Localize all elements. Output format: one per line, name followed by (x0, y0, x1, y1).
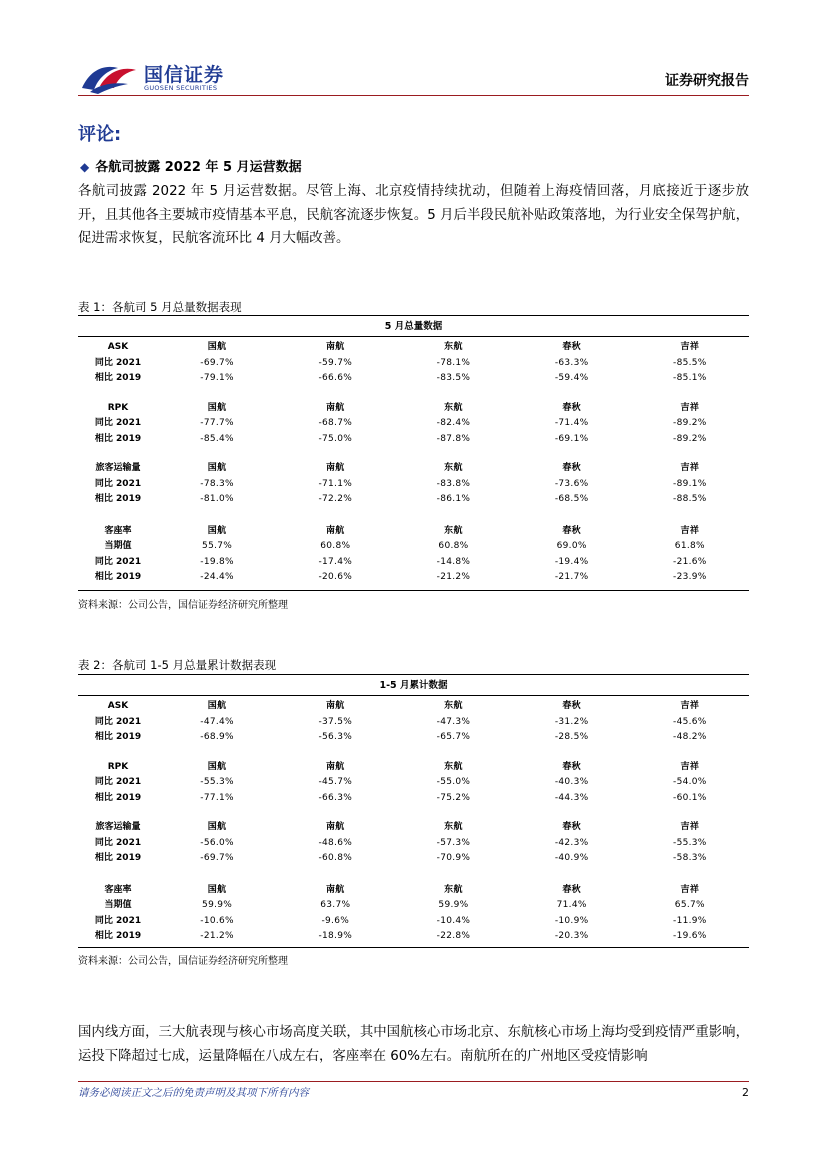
table-cell: -81.0% (200, 494, 234, 504)
table-cell: -60.1% (673, 792, 707, 803)
row-label: 同比 2021 (94, 915, 142, 926)
table-header-row (78, 760, 749, 776)
airline-header: 吉祥 (680, 402, 700, 413)
table-cell: -56.3% (318, 732, 353, 742)
airline-header: 国航 (207, 884, 227, 895)
table-cell: 60.8% (320, 541, 351, 551)
table-cell: -69.7% (200, 853, 234, 863)
table-row (78, 555, 749, 571)
row-label: 相比 2019 (94, 792, 142, 803)
diamond-bullet-icon: ◆ (80, 160, 90, 174)
page-header (0, 0, 827, 100)
table-cell: -19.8% (200, 556, 234, 567)
section-title: 评论: (78, 124, 122, 145)
table-cell: -75.0% (318, 433, 353, 444)
table-cell: -19.4% (554, 556, 589, 567)
airline-header: 国航 (207, 463, 227, 473)
airline-header: 春秋 (562, 402, 581, 413)
airline-header: 吉祥 (680, 884, 700, 895)
bullet-heading-text: 各航司披露 2022 年 5 月运营数据 (95, 160, 302, 175)
table-cell: -19.6% (673, 931, 707, 941)
table-cell: -10.9% (554, 915, 589, 926)
table-cell: -71.1% (318, 478, 353, 489)
table-row (78, 715, 749, 731)
table-cell: 63.7% (320, 900, 351, 910)
table-header-row (78, 401, 749, 417)
table-row (78, 914, 749, 930)
table-cell: -40.9% (554, 853, 589, 863)
airline-header: 国航 (207, 761, 227, 772)
table-cell: 59.9% (438, 900, 469, 910)
table-cell: -9.6% (321, 915, 350, 926)
row-label: 同比 2021 (94, 777, 142, 787)
table2 (78, 674, 749, 948)
table-cell: 55.7% (202, 541, 233, 551)
airline-header: 吉祥 (680, 701, 700, 711)
row-label: 相比 2019 (94, 572, 142, 582)
airline-header: 东航 (444, 525, 463, 536)
airline-header: 国航 (207, 402, 227, 413)
airline-header: 春秋 (562, 342, 581, 352)
table-row (78, 775, 749, 791)
table-row (78, 356, 749, 372)
table-cell: -18.9% (318, 931, 353, 941)
table-cell: -82.4% (436, 418, 471, 428)
table-cell: -20.6% (318, 572, 353, 582)
table-cell: -85.1% (673, 373, 707, 383)
airline-header: 东航 (444, 884, 463, 895)
table-cell: 71.4% (556, 900, 587, 910)
row-label: 相比 2019 (94, 732, 142, 742)
airline-header: 吉祥 (680, 525, 700, 536)
table-cell: -59.4% (554, 373, 589, 383)
table-row (78, 851, 749, 867)
table1-source: 资料来源：公司公告，国信证券经济研究所整理 (78, 600, 288, 611)
table-cell: -66.6% (318, 373, 353, 383)
guosen-logo-icon (78, 58, 140, 94)
metric-label: 旅客运输量 (95, 463, 141, 473)
table-cell: -75.2% (436, 792, 471, 803)
table-cell: 60.8% (438, 541, 469, 551)
table1-block-ask (78, 340, 749, 387)
airline-header: 国航 (207, 822, 227, 832)
table1-block-passengers (78, 461, 749, 508)
row-label: 当期值 (104, 900, 132, 910)
table-cell: -66.3% (318, 792, 353, 803)
report-type-label: 证券研究报告 (665, 73, 749, 89)
table-cell: -45.7% (318, 777, 353, 787)
row-label: 相比 2019 (94, 433, 142, 444)
paragraph-intro: 各航司披露 2022 年 5 月运营数据。尽管上海、北京疫情持续扰动，但随着上海疫情回落，月底接近于逐步放开，且其他各主要城市疫情基本平息，民航客流逐步恢复。5 月后半段民航补贴政策落地，为行业安全保驾护航，促进需求恢复，民航客流环比 4 月大幅改善。 (78, 184, 749, 246)
table-cell: -85.5% (673, 357, 707, 368)
table-cell: -55.3% (673, 837, 707, 848)
table-cell: -58.3% (673, 853, 707, 863)
table-cell: -37.5% (318, 716, 353, 727)
table-cell: -45.6% (673, 716, 707, 727)
airline-header: 春秋 (562, 884, 581, 895)
table-cell: -63.3% (554, 357, 589, 368)
airline-header: 东航 (444, 463, 463, 473)
table-cell: -11.9% (673, 915, 707, 926)
airline-header: 春秋 (562, 822, 581, 832)
table-cell: -83.8% (436, 478, 471, 489)
table-cell: -85.4% (200, 433, 234, 444)
airline-header: 春秋 (562, 525, 581, 536)
row-label: 相比 2019 (94, 494, 142, 504)
table-row (78, 791, 749, 807)
row-label: 相比 2019 (94, 931, 142, 941)
table-cell: -89.2% (673, 418, 707, 428)
table-cell: -14.8% (436, 556, 471, 567)
airline-header: 东航 (444, 822, 463, 832)
row-label: 同比 2021 (94, 478, 142, 489)
airline-header: 东航 (444, 402, 463, 413)
airline-header: 东航 (444, 761, 463, 772)
airline-header: 南航 (325, 463, 345, 473)
table2-block-rpk (78, 760, 749, 807)
table1-title: 5 月总量数据 (78, 316, 749, 337)
table-row (78, 570, 749, 586)
table-cell: -65.7% (436, 732, 471, 742)
table-header-row (78, 340, 749, 356)
table-cell: -70.9% (436, 853, 471, 863)
table-header-row (78, 461, 749, 477)
header-divider (78, 95, 749, 96)
logo-english-name: GUOSEN SECURITIES (144, 84, 218, 92)
table-row (78, 929, 749, 945)
table-cell: -68.5% (554, 494, 589, 504)
airline-header: 南航 (325, 525, 345, 536)
table2-caption: 表 2：各航司 1-5 月总量累计数据表现 (78, 658, 277, 672)
airline-header: 南航 (325, 884, 345, 895)
table-cell: 59.9% (202, 900, 233, 910)
table-cell: -69.7% (200, 357, 234, 368)
company-logo (78, 58, 248, 94)
table2-block-ask (78, 699, 749, 746)
row-label: 相比 2019 (94, 853, 142, 863)
table-cell: -48.2% (673, 732, 707, 742)
table-cell: -71.4% (554, 418, 589, 428)
paragraph-domestic: 国内线方面，三大航表现与核心市场高度关联，其中国航核心市场北京、东航核心市场上海均受到疫情严重影响，运投下降超过七成，运量降幅在八成左右，客座率在 60%左右。南航所在的广州地区受疫情影响 (78, 1025, 749, 1064)
table1 (78, 315, 749, 591)
table1-caption: 表 1：各航司 5 月总量数据表现 (78, 300, 242, 314)
table-cell: 61.8% (674, 541, 705, 551)
airline-header: 春秋 (562, 761, 581, 772)
table-cell: -21.2% (200, 931, 234, 941)
bullet-heading (80, 156, 302, 175)
metric-label: RPK (107, 402, 129, 413)
airline-header: 东航 (444, 701, 463, 711)
table1-block-rpk (78, 401, 749, 448)
table-cell: 65.7% (674, 900, 705, 910)
table-header-row (78, 699, 749, 715)
row-label: 同比 2021 (94, 357, 142, 368)
table-cell: -83.5% (436, 373, 471, 383)
table-cell: -78.1% (436, 357, 471, 368)
metric-label: 旅客运输量 (95, 822, 141, 832)
row-label: 同比 2021 (94, 837, 142, 848)
table-cell: -86.1% (436, 494, 471, 504)
table-cell: -87.8% (436, 433, 471, 444)
airline-header: 国航 (207, 525, 227, 536)
table-cell: -21.7% (554, 572, 589, 582)
table-cell: -77.1% (200, 792, 234, 803)
table-row (78, 730, 749, 746)
table-cell: -47.3% (436, 716, 471, 727)
table-cell: -55.0% (436, 777, 471, 787)
footer-divider (78, 1081, 749, 1082)
table-cell: -78.3% (200, 478, 234, 489)
table-cell: -44.3% (554, 792, 589, 803)
table-cell: -28.5% (554, 732, 589, 742)
table-cell: -22.8% (436, 931, 471, 941)
table-cell: -77.7% (200, 418, 234, 428)
table-cell: -68.7% (318, 418, 353, 428)
table-cell: -10.6% (200, 915, 234, 926)
table-cell: -56.0% (200, 837, 234, 848)
metric-label: 客座率 (104, 884, 132, 895)
table-cell: -48.6% (318, 837, 353, 848)
airline-header: 南航 (325, 402, 345, 413)
table-cell: -42.3% (554, 837, 589, 848)
airline-header: 吉祥 (680, 761, 700, 772)
airline-header: 国航 (207, 342, 227, 352)
table2-block-passengers (78, 820, 749, 867)
table-header-row (78, 524, 749, 540)
table-header-row (78, 883, 749, 899)
airline-header: 春秋 (562, 701, 581, 711)
table-cell: -54.0% (673, 777, 707, 787)
table-cell: -40.3% (554, 777, 589, 787)
airline-header: 南航 (325, 761, 345, 772)
table-cell: -60.8% (318, 853, 353, 863)
table-cell: -17.4% (318, 556, 353, 567)
table-row (78, 539, 749, 555)
table-cell: -55.3% (200, 777, 234, 787)
table-cell: -69.1% (554, 433, 589, 444)
table-cell: -21.6% (673, 556, 707, 567)
row-label: 同比 2021 (94, 716, 142, 727)
table-cell: -24.4% (200, 572, 234, 582)
airline-header: 南航 (325, 342, 345, 352)
footer-disclaimer: 请务必阅读正文之后的免责声明及其项下所有内容 (78, 1087, 309, 1099)
metric-label: ASK (107, 342, 129, 352)
metric-label: 客座率 (104, 525, 132, 536)
table-row (78, 371, 749, 387)
table-cell: -31.2% (554, 716, 589, 727)
table-cell: -72.2% (318, 494, 353, 504)
airline-header: 东航 (444, 342, 463, 352)
table-row (78, 432, 749, 448)
row-label: 相比 2019 (94, 373, 142, 383)
table-row (78, 836, 749, 852)
metric-label: RPK (107, 761, 129, 772)
table2-source: 资料来源：公司公告，国信证券经济研究所整理 (78, 956, 288, 967)
table-cell: -21.2% (436, 572, 471, 582)
logo-chinese-name: 国信证券 (144, 64, 225, 86)
table-cell: -10.4% (436, 915, 471, 926)
table-cell: -88.5% (673, 494, 707, 504)
table-header-row (78, 820, 749, 836)
table2-title: 1-5 月累计数据 (78, 675, 749, 696)
row-label: 同比 2021 (94, 418, 142, 428)
table1-block-load-factor (78, 524, 749, 586)
table-cell: -89.1% (673, 478, 707, 489)
table2-block-load-factor (78, 883, 749, 945)
table-cell: -59.7% (318, 357, 353, 368)
page-number: 2 (742, 1086, 749, 1099)
metric-label: ASK (107, 701, 129, 711)
airline-header: 吉祥 (680, 822, 700, 832)
table-row (78, 477, 749, 493)
airline-header: 国航 (207, 701, 227, 711)
airline-header: 南航 (325, 701, 345, 711)
table-cell: -73.6% (554, 478, 589, 489)
airline-header: 南航 (325, 822, 345, 832)
table-cell: -57.3% (436, 837, 471, 848)
row-label: 同比 2021 (94, 556, 142, 567)
table-cell: -68.9% (200, 732, 234, 742)
row-label: 当期值 (104, 541, 132, 551)
table-cell: -89.2% (673, 433, 707, 444)
airline-header: 春秋 (562, 463, 581, 473)
table-cell: -23.9% (673, 572, 707, 582)
table-row (78, 492, 749, 508)
table-cell: -20.3% (554, 931, 589, 941)
table-cell: 69.0% (556, 541, 587, 551)
table-cell: -47.4% (200, 716, 234, 727)
airline-header: 吉祥 (680, 342, 700, 352)
table-row (78, 898, 749, 914)
table-cell: -79.1% (200, 373, 234, 383)
table-row (78, 416, 749, 432)
airline-header: 吉祥 (680, 463, 700, 473)
